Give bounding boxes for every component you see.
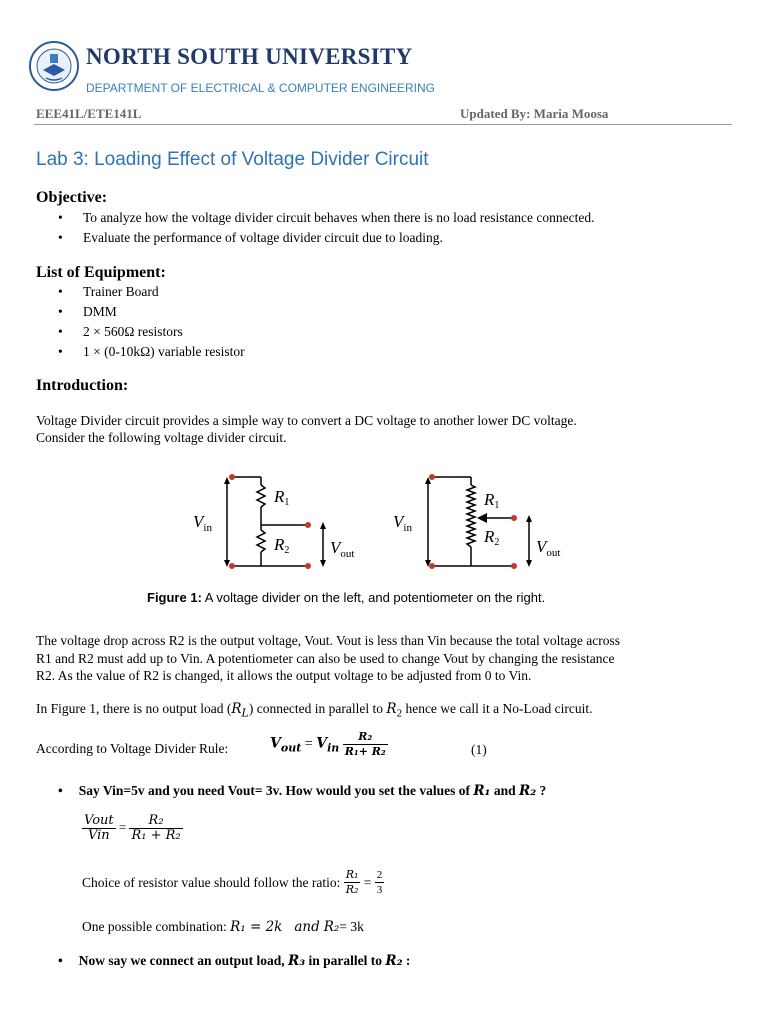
svg-text:Vin	[393, 512, 412, 534]
svg-text:R1	[273, 487, 289, 508]
vout-label: V	[330, 538, 341, 557]
vout-label: V	[536, 537, 547, 556]
objective-heading: Objective:	[36, 189, 108, 206]
university-name: NORTH SOUTH UNIVERSITY	[86, 44, 413, 69]
r1-sub: 1	[494, 500, 500, 511]
question-1: • Say Vin=5v and you need Vout= 3v. How would you set the values of R₁ and R₂ ?	[58, 783, 547, 799]
course-code: EEE41L/ETE141L	[36, 106, 142, 121]
r2-label: R	[484, 527, 495, 546]
department-name: DEPARTMENT OF ELECTRICAL & COMPUTER ENGINEERING	[86, 81, 435, 95]
r1-label: R	[274, 487, 285, 506]
updated-by: Updated By: Maria Moosa	[460, 106, 609, 121]
voltage-divider-figure	[190, 465, 610, 585]
objective-list	[36, 208, 594, 248]
possible-combination: One possible combination: R₁ = 2k and R₂= 3k	[82, 919, 364, 935]
svg-text:R2	[273, 535, 289, 556]
lab-title: Lab 3: Loading Effect of Voltage Divider Circuit	[36, 149, 429, 170]
list-item: • Trainer Board	[58, 284, 159, 299]
vin-label: V	[393, 512, 404, 531]
r1-label: R	[484, 490, 495, 509]
body-paragraph-line: The voltage drop across R2 is the output voltage, Vout. Vout is less than Vin because the total voltage across	[36, 633, 620, 648]
intro-paragraph-line: Voltage Divider circuit provides a simple way to convert a DC voltage to another lower DC voltage.	[36, 413, 577, 428]
university-seal-icon	[28, 40, 80, 92]
divider-rule-equation: $V_{out} = V_{in}$ $\frac{\text{R₂}}{\text{R₁+ R₂}}$	[270, 730, 386, 758]
list-item: • 1 × (0-10kΩ) variable resistor	[58, 344, 245, 359]
vout-sub: out	[340, 548, 355, 560]
r2-sub: 2	[494, 537, 500, 548]
equipment-heading: List of Equipment:	[36, 264, 166, 281]
question-2: • Now say we connect an output load, R₃ in parallel to R₂ :	[58, 953, 411, 969]
introduction-heading: Introduction:	[36, 377, 129, 394]
list-item: • To analyze how the voltage divider circuit behaves when there is no load resistance connected.	[58, 210, 595, 225]
ratio-equation: $\frac{\text{Vout}}{\text{Vin}}$ = $\frac{\text{R₂}}{\text{R₁ + R₂}}$	[84, 813, 181, 843]
list-item: • DMM	[58, 304, 117, 319]
equation-number: (1)	[471, 742, 487, 757]
r1-sub: 1	[284, 497, 290, 508]
no-load-paragraph: In Figure 1, there is no output load $(R_L)$ connected in parallel to $R_2$ hence we call it a No-Load circuit.	[36, 701, 593, 720]
vin-sub: in	[403, 522, 412, 534]
equipment-list	[36, 282, 245, 362]
body-paragraph-line: R2. As the value of R2 is changed, it allows the output voltage to be adjusted from 0 to Vin.	[36, 668, 532, 683]
svg-text:Vin	[193, 512, 212, 534]
vout-sub: out	[546, 547, 561, 559]
svg-text:Vout	[330, 538, 354, 560]
vin-label: V	[193, 512, 204, 531]
svg-text:R2	[483, 527, 499, 548]
svg-text:R1	[483, 490, 499, 511]
body-paragraph-line: R1 and R2 must add up to Vin. A potentiometer can also be used to change Vout by changing the resistance	[36, 651, 615, 666]
list-item: • Evaluate the performance of voltage divider circuit due to loading.	[58, 230, 443, 245]
choice-ratio-line: Choice of resistor value should follow the ratio: $\frac{\text{R₁}}{\text{R₂}}$ = $\frac{2}{3}$	[82, 868, 383, 896]
r2-label: R	[274, 535, 285, 554]
r2-sub: 2	[284, 545, 290, 556]
figure-caption: Figure 1: A voltage divider on the left, and potentiometer on the right.	[147, 590, 546, 605]
divider-rule-label: According to Voltage Divider Rule:	[36, 741, 229, 756]
list-item: • 2 × 560Ω resistors	[58, 324, 183, 339]
svg-text:Vout	[536, 537, 560, 559]
header-divider	[34, 124, 732, 125]
vin-sub: in	[203, 522, 212, 534]
intro-paragraph-line: Consider the following voltage divider circuit.	[36, 430, 287, 445]
